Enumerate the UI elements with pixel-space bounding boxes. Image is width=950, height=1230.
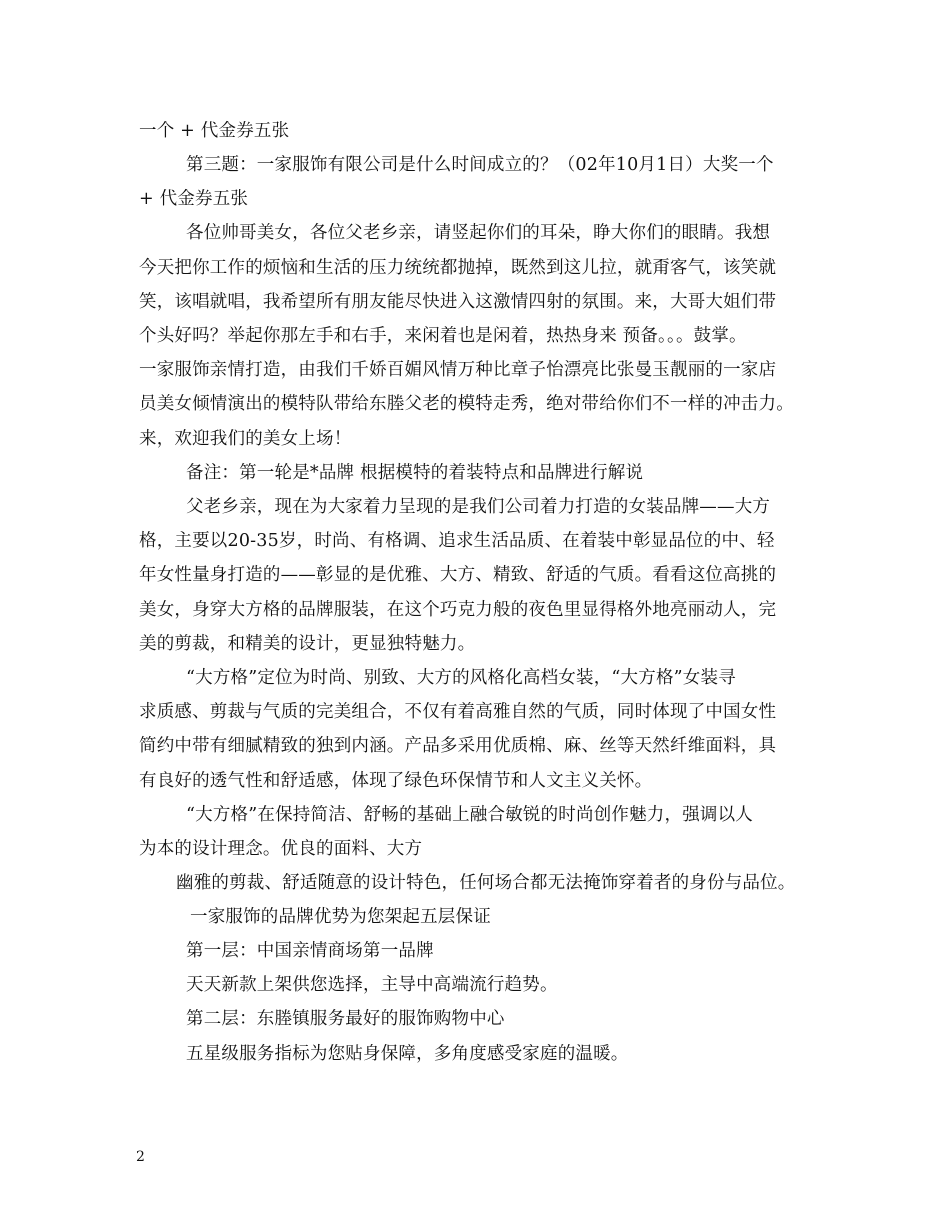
text-line: 来，欢迎我们的美女上场！ [139, 429, 352, 449]
text-line: 有良好的透气性和舒适感，体现了绿色环保情节和人文主义关怀。 [139, 771, 653, 791]
text-line: 各位帅哥美女，各位父老乡亲，请竖起你们的耳朵，睁大你们的眼睛。我想 [186, 223, 771, 243]
text-line: 第三题：一家服饰有限公司是什么时间成立的？（02年10月1日）大奖一个 [186, 155, 774, 175]
text-line: 今天把你工作的烦恼和生活的压力统统都抛掉，既然到这儿拉，就甭客气，该笑就 [139, 258, 777, 278]
text-line: 备注：第一轮是*品牌 根据模特的着装特点和品牌进行解说 [186, 463, 644, 483]
page-number: 2 [136, 1149, 145, 1165]
text-line: 笑，该唱就唱，我希望所有朋友能尽快进入这激情四射的氛围。来，大哥大姐们带 [139, 292, 777, 312]
text-line: 一个 + 代金券五张 [139, 121, 290, 141]
text-line: + 代金券五张 [139, 189, 249, 209]
text-line: 美女，身穿大方格的品牌服装，在这个巧克力般的夜色里显得格外地亮丽动人，完 [139, 600, 777, 620]
text-line: 格，主要以20-35岁，时尚、有格调、追求生活品质、在着装中彰显品位的中、轻 [139, 531, 775, 551]
text-line: 为本的设计理念。优良的面料、大方 [139, 839, 423, 859]
text-line: 一家服饰的品牌优势为您架起五层保证 [190, 907, 491, 927]
text-line: 简约中带有细腻精致的独到内涵。产品多采用优质棉、麻、丝等天然纤维面料，具 [139, 736, 777, 756]
text-line: 一家服饰亲情打造，由我们千娇百媚风情万种比章子怡漂亮比张曼玉靓丽的一家店 [139, 360, 777, 380]
text-line: 幽雅的剪裁、舒适随意的设计特色，任何场合都无法掩饰穿着者的身份与品位。 [176, 873, 796, 893]
text-line: “大方格”定位为时尚、别致、大方的风格化高档女装，“大方格”女装寻 [186, 668, 736, 688]
text-line: 第二层：东塍镇服务最好的服饰购物中心 [186, 1009, 505, 1029]
text-line: 求质感、剪裁与气质的完美组合，不仅有着高雅自然的气质，同时体现了中国女性 [139, 702, 777, 722]
text-line: 员美女倾情演出的模特队带给东塍父老的模特走秀，绝对带给你们不一样的冲击力。 [139, 394, 794, 414]
text-line: 天天新款上架供您选择，主导中高端流行趋势。 [186, 975, 558, 995]
text-line: 美的剪裁，和精美的设计，更显独特魅力。 [139, 634, 476, 654]
text-line: 父老乡亲，现在为大家着力呈现的是我们公司着力打造的女装品牌——大方 [186, 497, 771, 517]
text-line: 第一层：中国亲情商场第一品牌 [186, 941, 434, 961]
text-line: 个头好吗？举起你那左手和右手，来闲着也是闲着，热热身来 预备。。。鼓掌。 [139, 326, 747, 346]
text-line: “大方格”在保持简洁、舒畅的基础上融合敏锐的时尚创作魅力，强调以人 [186, 805, 753, 825]
text-line: 年女性量身打造的——彰显的是优雅、大方、精致、舒适的气质。看看这位高挑的 [139, 565, 777, 585]
text-line: 五星级服务指标为您贴身保障，多角度感受家庭的温暖。 [186, 1044, 629, 1064]
